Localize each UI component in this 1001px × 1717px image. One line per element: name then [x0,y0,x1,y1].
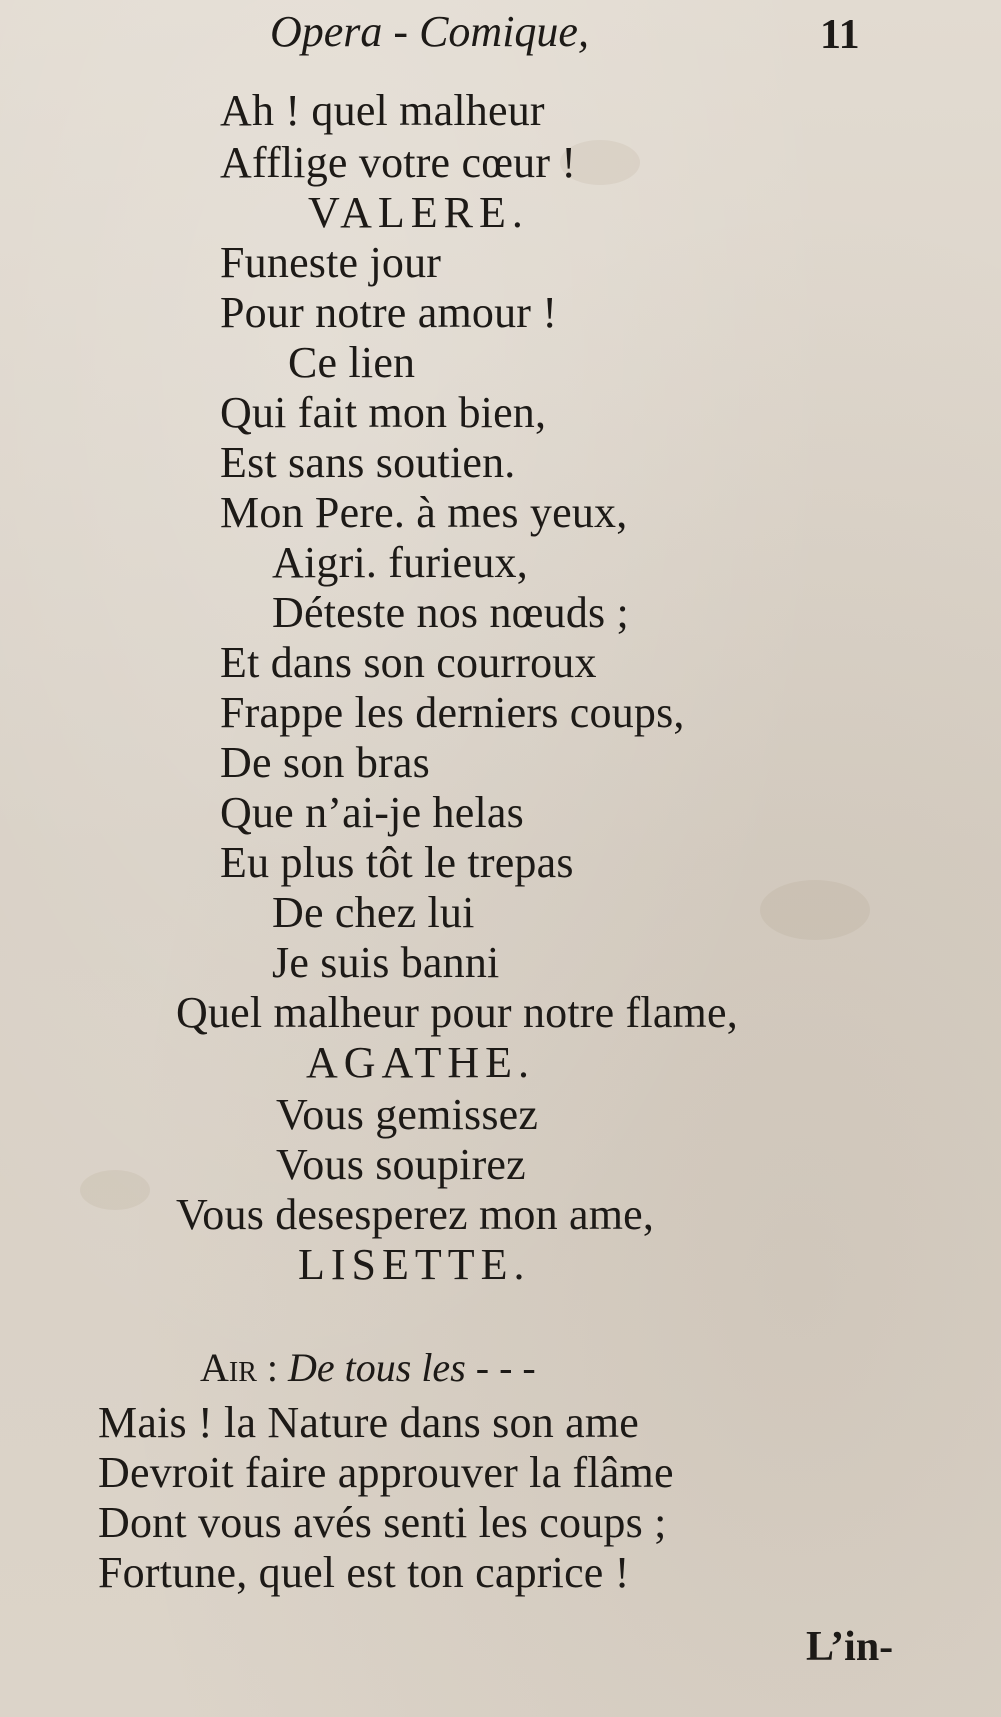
air-label: Air : [200,1345,278,1390]
verse-line: Afflige votre cœur ! [220,138,577,187]
air-title: De tous les [288,1345,466,1390]
verse-line: Aigri. furieux, [272,538,528,587]
verse-line: Eu plus tôt le trepas [220,838,574,887]
verse-line: Funeste jour [220,238,442,287]
verse-line: Mon Pere. à mes yeux, [220,488,628,537]
verse-line: Vous gemissez [276,1090,539,1139]
verse-line: Ce lien [288,338,416,387]
speaker-name: AGATHE. [306,1038,535,1087]
verse-line: Qui fait mon bien, [220,388,547,437]
verse-line: Je suis banni [272,938,500,987]
verse-line: Vous soupirez [276,1140,526,1189]
verse-line: Dont vous avés senti les coups ; [98,1498,667,1547]
paper-stain [760,880,870,940]
verse-line: Est sans soutien. [220,438,516,487]
verse-line: Que n’ai-je helas [220,788,524,837]
verse-line: Devroit faire approuver la flâme [98,1448,674,1497]
catchword: L’in- [806,1624,894,1670]
page-number: 11 [820,12,860,58]
verse-line: Pour notre amour ! [220,288,558,337]
verse-line: Déteste nos nœuds ; [272,588,629,637]
verse-line: De chez lui [272,888,475,937]
air-dashes: - - - [475,1345,536,1390]
verse-line: Frappe les derniers coups, [220,688,685,737]
running-title: Opera - Comique, [270,7,589,56]
verse-line: Fortune, quel est ton caprice ! [98,1548,630,1597]
paper-stain [80,1170,150,1210]
verse-line: Quel malheur pour notre flame, [176,988,738,1037]
verse-line: Et dans son courroux [220,638,597,687]
verse-line: Mais ! la Nature dans son ame [98,1398,639,1447]
air-indication [200,1343,536,1393]
verse-line: De son bras [220,738,430,787]
speaker-name: VALERE. [308,188,529,237]
speaker-name: LISETTE. [298,1240,531,1289]
verse-line: Vous desesperez mon ame, [176,1190,655,1239]
verse-line: Ah ! quel malheur [220,86,545,135]
